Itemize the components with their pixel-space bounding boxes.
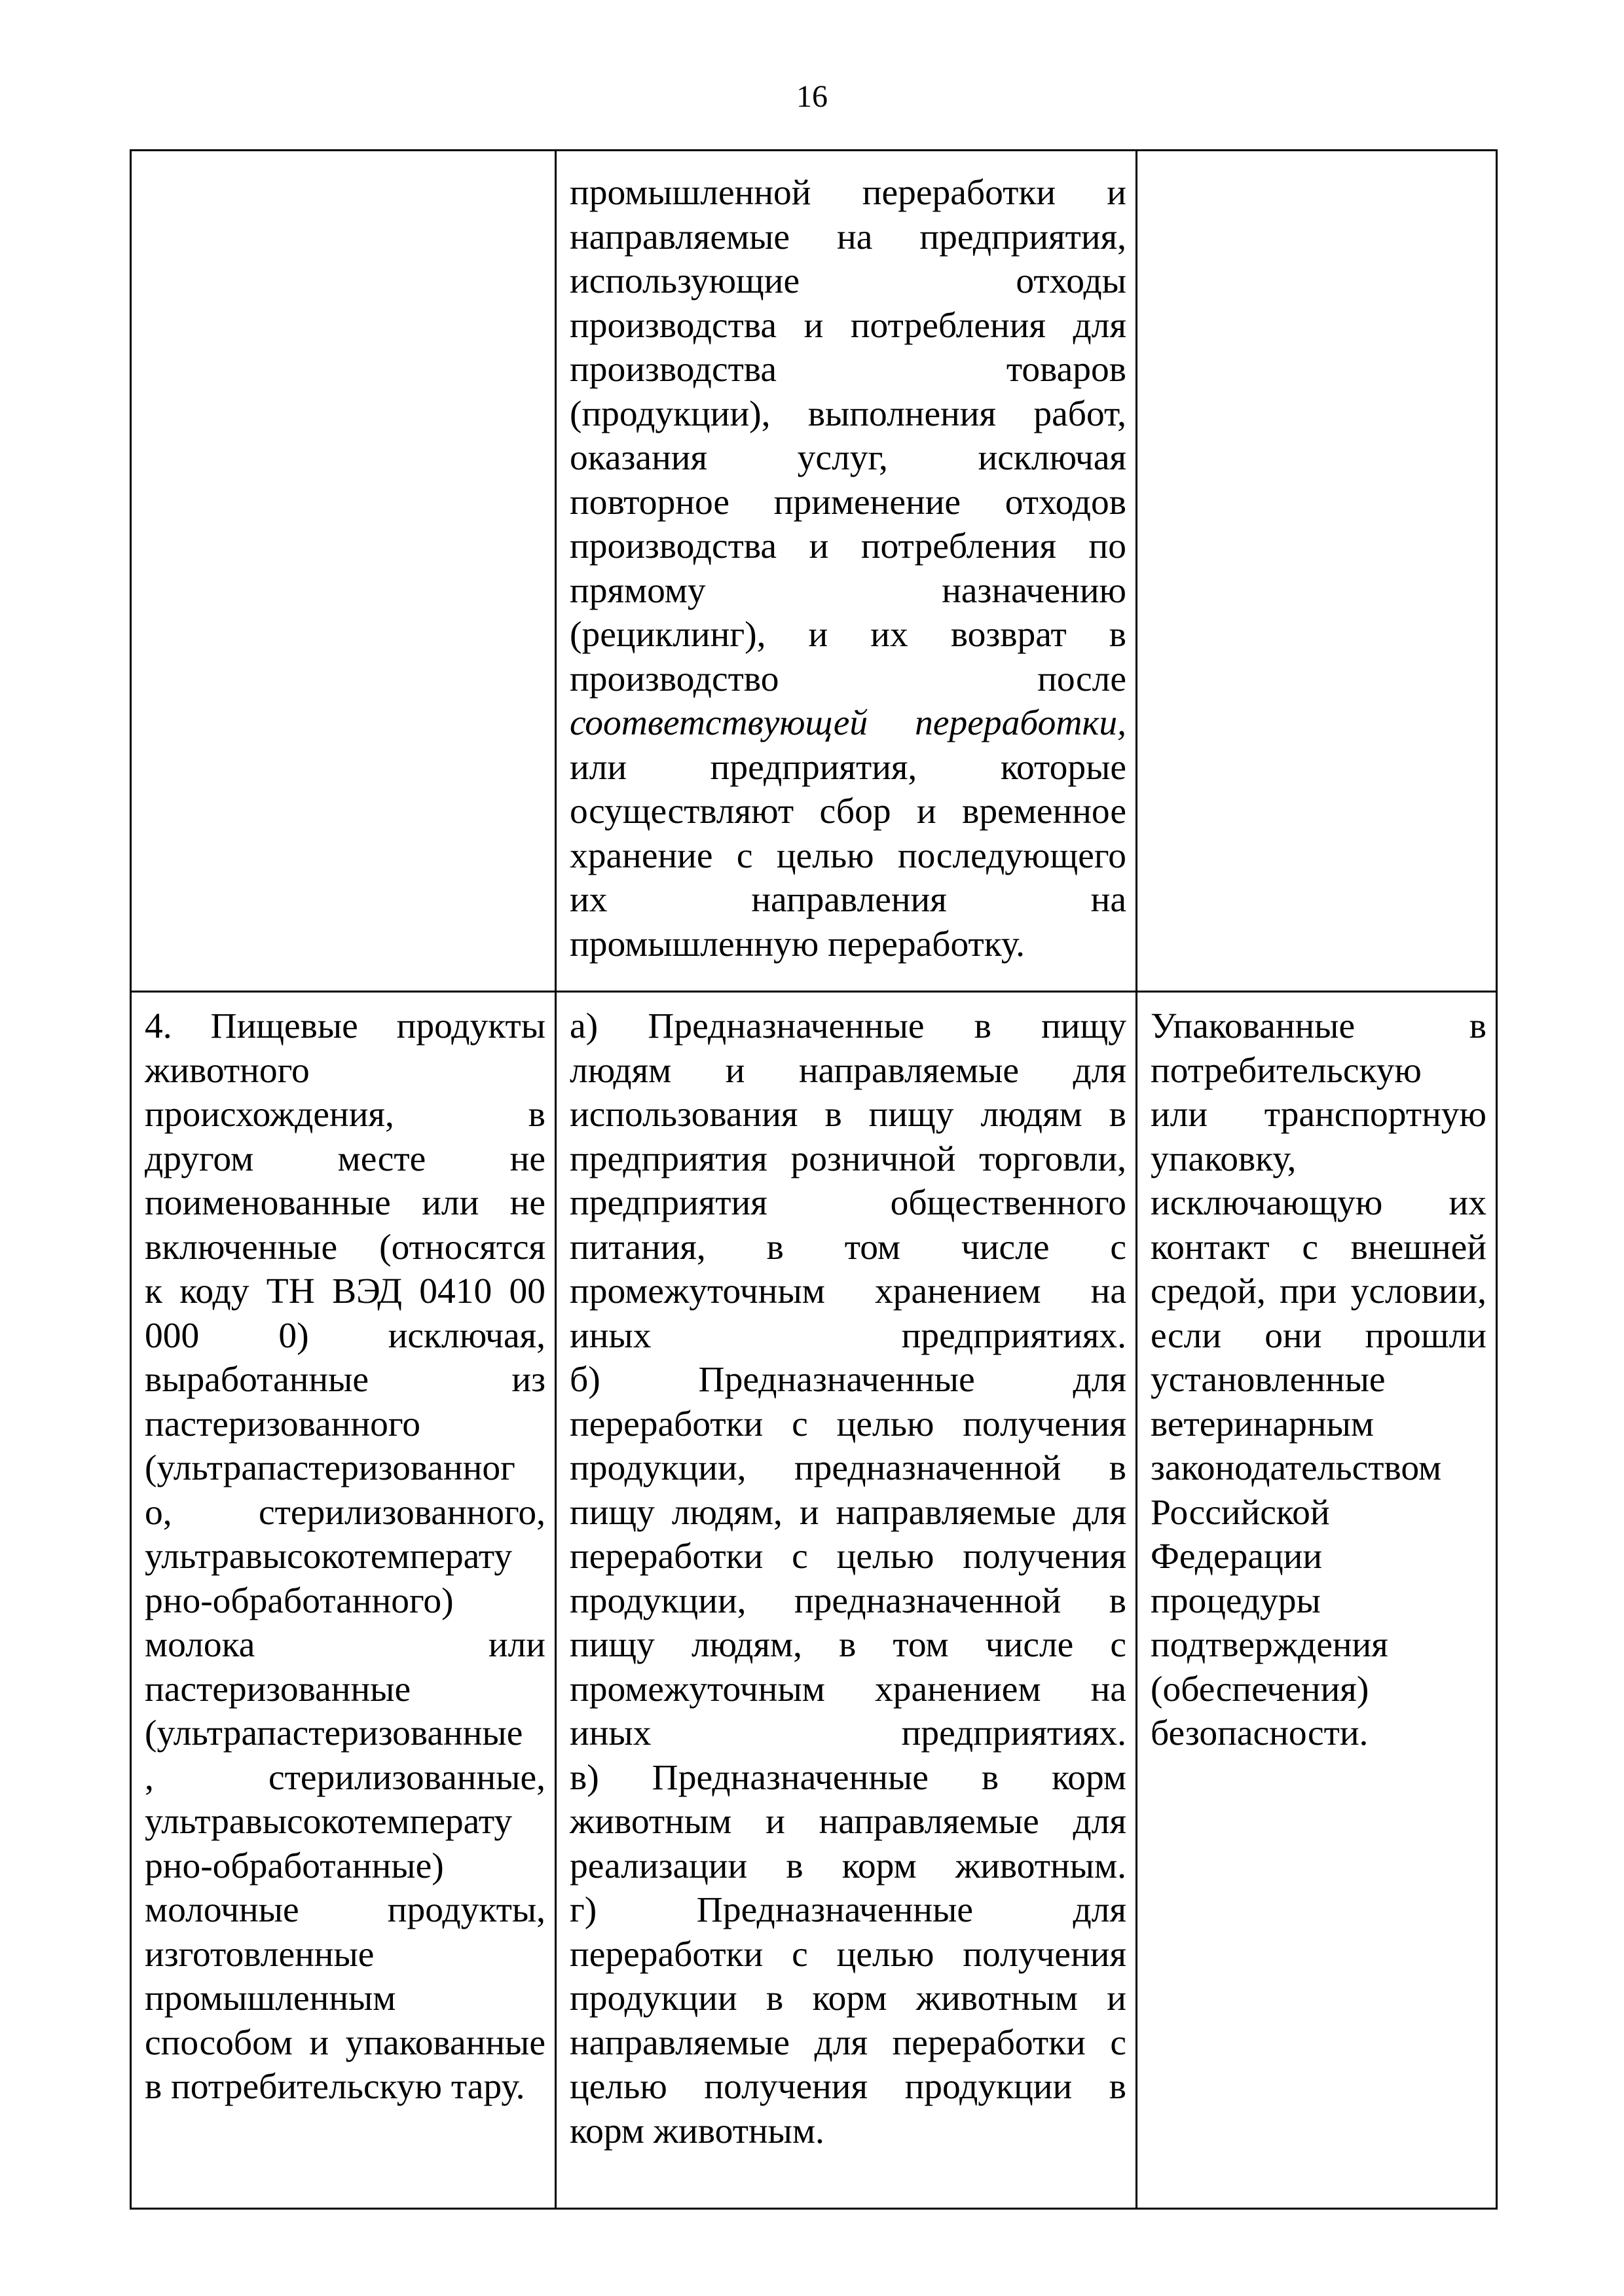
table-row-continued [131,151,1497,992]
text-line: ветеринарным [1151,1404,1375,1444]
cell-lines [570,1004,1126,2153]
text-line: 000 0) исключая, [145,1315,545,1356]
text-line: пастеризованные [145,1669,411,1709]
cell-lines [570,171,1126,966]
text-line: потребительскую [1151,1050,1422,1091]
text-line: промежуточным хранением на [570,1669,1126,1709]
text-line: установленные [1151,1360,1386,1400]
text-line: животного [145,1050,310,1091]
cell-product-description [131,992,556,2209]
text-line: законодательством [1151,1448,1442,1488]
text-line: предприятия общественного [570,1183,1126,1223]
cell-product-description [131,151,556,992]
text-line: Федерации [1151,1537,1323,1576]
text-line: ультравысокотемперату [145,1537,513,1576]
text-line: в потребительскую тару. [145,2067,525,2107]
text-line: направляемые для переработки с [570,2022,1126,2063]
text-line: пищу людям, в том числе с [570,1625,1126,1665]
text-line: промежуточным хранением на [570,1271,1126,1311]
cell-conditions [1137,151,1497,992]
text-line: Упакованные в [1151,1006,1486,1046]
text-line: направляемые на предприятия, [570,217,1126,257]
text-line: переработки с целью получения [570,1934,1126,1975]
text-line: (ультрапастеризованные [145,1713,523,1753]
text-line: г) Предназначенные для [570,1890,1126,1930]
text-line: промышленной переработки и [570,173,1126,213]
text-line: промышленную переработку. [570,924,1025,964]
text-line: (рециклинг), и их возврат в [570,615,1126,655]
text-line: продукции, предназначенной в [570,1580,1126,1621]
text-line: или транспортную [1151,1095,1486,1135]
text-line: предприятия розничной торговли, [570,1139,1126,1179]
text-line: рно-обработанные) [145,1846,444,1886]
text-line: подтверждения [1151,1625,1388,1665]
text-line: молока или [145,1625,545,1665]
text-line: а) Предназначенные в пищу [570,1006,1126,1046]
text-line: (обеспечения) [1151,1669,1369,1709]
text-line: корм животным. [570,2111,824,2151]
text-line: оказания услуг, исключая [570,438,1126,478]
text-line: 4. Пищевые продукты [145,1006,545,1046]
text-line: о, стерилизованного, [145,1492,545,1533]
text-line: (продукции), выполнения работ, [570,393,1126,434]
text-line: продукции в корм животным и [570,1978,1126,2018]
text-line: Российской [1151,1492,1330,1533]
text-line: целью получения продукции в [570,2067,1126,2107]
text-line: выработанные из [145,1360,545,1400]
page-number: 16 [796,79,828,114]
text-line: процедуры [1151,1580,1321,1621]
table-row-item-4 [131,992,1497,2209]
cell-purpose [556,992,1137,2209]
text-line: соответствующей переработки, [570,703,1126,743]
text-line: исключающую их [1151,1183,1486,1223]
text-line: упаковку, [1151,1139,1297,1179]
text-line: контакт с внешней [1151,1227,1486,1267]
text-line: производства и потребления по [570,526,1126,566]
text-line: продукции, предназначенной в [570,1448,1126,1488]
text-line: в) Предназначенные в корм [570,1757,1126,1798]
text-line: молочные продукты, [145,1890,545,1930]
text-line: прямому назначению [570,570,1126,611]
text-line: хранение с целью последующего [570,835,1126,876]
text-line: повторное применение отходов [570,482,1126,522]
text-line: промышленным [145,1978,396,2018]
text-line: переработки с целью получения [570,1404,1126,1444]
text-line: осуществляют сбор и временное [570,792,1126,831]
text-line: , стерилизованные, [145,1757,545,1798]
text-line: иных предприятиях. [570,1315,1126,1356]
text-line: средой, при условии, [1151,1271,1486,1311]
text-line: питания, в том числе с [570,1227,1126,1267]
text-line: другом месте не [145,1139,545,1179]
text-line: производство после [570,659,1126,699]
text-line: переработки с целью получения [570,1537,1126,1576]
text-line: поименованные или не [145,1183,545,1223]
cell-purpose [556,151,1137,992]
text-line: производства товаров [570,350,1126,390]
text-line: людям и направляемые для [570,1050,1126,1091]
text-line: иных предприятиях. [570,1713,1126,1753]
text-line: производства и потребления для [570,305,1126,346]
text-line: если они прошли [1151,1315,1486,1356]
text-line: способом и упакованные [145,2022,545,2063]
text-line: их направления на [570,880,1126,920]
text-line: пищу людям, и направляемые для [570,1492,1126,1533]
cell-lines [145,1004,545,2109]
cell-conditions [1137,992,1497,2209]
text-line: ультравысокотемперату [145,1802,513,1842]
text-line: б) Предназначенные для [570,1360,1126,1400]
text-line: животным и направляемые для [570,1802,1126,1842]
text-line: пастеризованного [145,1404,421,1444]
text-line: безопасности. [1151,1713,1369,1753]
text-line: (ультрапастеризованног [145,1448,515,1488]
cell-lines [1151,1004,1486,1756]
text-line: происхождения, в [145,1095,545,1135]
text-line: включенные (относятся [145,1227,545,1267]
text-line: к коду ТН ВЭД 0410 00 [145,1271,545,1311]
text-line: использования в пищу людям в [570,1095,1126,1135]
text-line: изготовленные [145,1934,375,1975]
text-line: реализации в корм животным. [570,1846,1126,1886]
text-line: использующие отходы [570,261,1126,301]
text-line: или предприятия, которые [570,747,1126,788]
text-line: рно-обработанного) [145,1580,454,1621]
regulation-table [130,149,1498,2210]
